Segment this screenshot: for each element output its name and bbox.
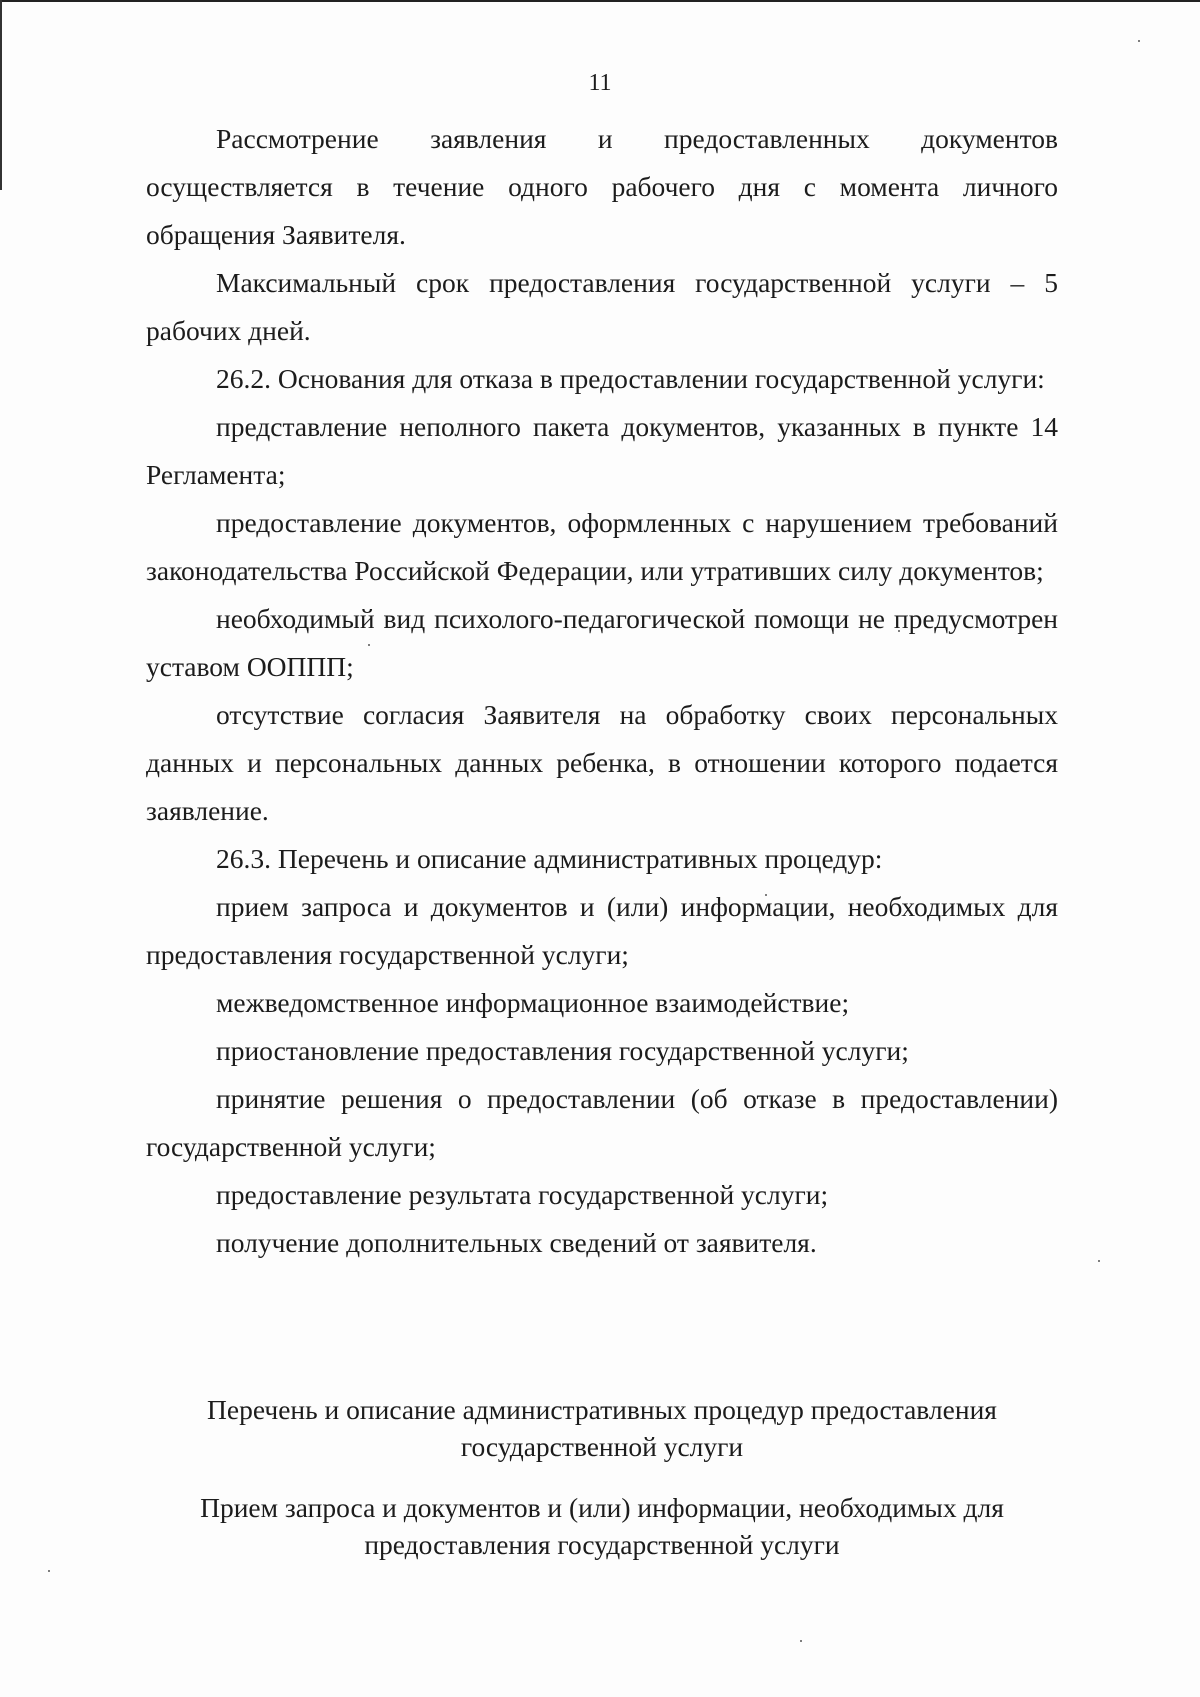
body-text (146, 115, 1058, 1267)
paragraph: необходимый вид психолого-педагогической помощи не предусмотрен уставом ООППП; (146, 603, 1058, 682)
scan-speck (48, 1570, 50, 1572)
heading-line: Перечень и описание административных процедур предоставления (207, 1394, 997, 1425)
heading-line: предоставления государственной услуги (364, 1529, 840, 1560)
scan-speck (1138, 40, 1140, 42)
subsection-heading (146, 1489, 1058, 1563)
scan-speck (1098, 1260, 1100, 1262)
scan-speck (800, 1640, 802, 1642)
paragraph: предоставление документов, оформленных с нарушением требований законодательства Российской Федерации, или утративших силу документов; (146, 507, 1058, 586)
paragraph: предоставление результата государственной услуги; (216, 1179, 829, 1210)
paragraph: 26.3. Перечень и описание административных процедур: (216, 843, 883, 874)
paragraph: Рассмотрение заявления и предоставленных документов осуществляется в течение одного рабочего дня с момента личного обращения Заявителя. (146, 123, 1058, 250)
scan-border-top (0, 0, 1200, 2)
paragraph: принятие решения о предоставлении (об отказе в предоставлении) государственной услуги; (146, 1083, 1058, 1162)
paragraph: отсутствие согласия Заявителя на обработку своих персональных данных и персональных данных ребенка, в отношении которого подается заявление. (146, 699, 1058, 826)
paragraph: получение дополнительных сведений от заявителя. (216, 1227, 817, 1258)
paragraph: межведомственное информационное взаимодействие; (216, 987, 850, 1018)
heading-line: государственной услуги (460, 1431, 744, 1462)
paragraph: приостановление предоставления государственной услуги; (216, 1035, 909, 1066)
heading-line: Прием запроса и документов и (или) информации, необходимых для (200, 1492, 1004, 1523)
paragraph: 26.2. Основания для отказа в предоставлении государственной услуги: (216, 363, 1045, 394)
page-number: 11 (588, 70, 612, 96)
paragraph: прием запроса и документов и (или) информации, необходимых для предоставления государственной услуги; (146, 891, 1058, 970)
paragraph: представление неполного пакета документов, указанных в пункте 14 Регламента; (146, 411, 1058, 490)
paragraph: Максимальный срок предоставления государственной услуги – 5 рабочих дней. (146, 267, 1058, 346)
section-heading (146, 1391, 1058, 1465)
